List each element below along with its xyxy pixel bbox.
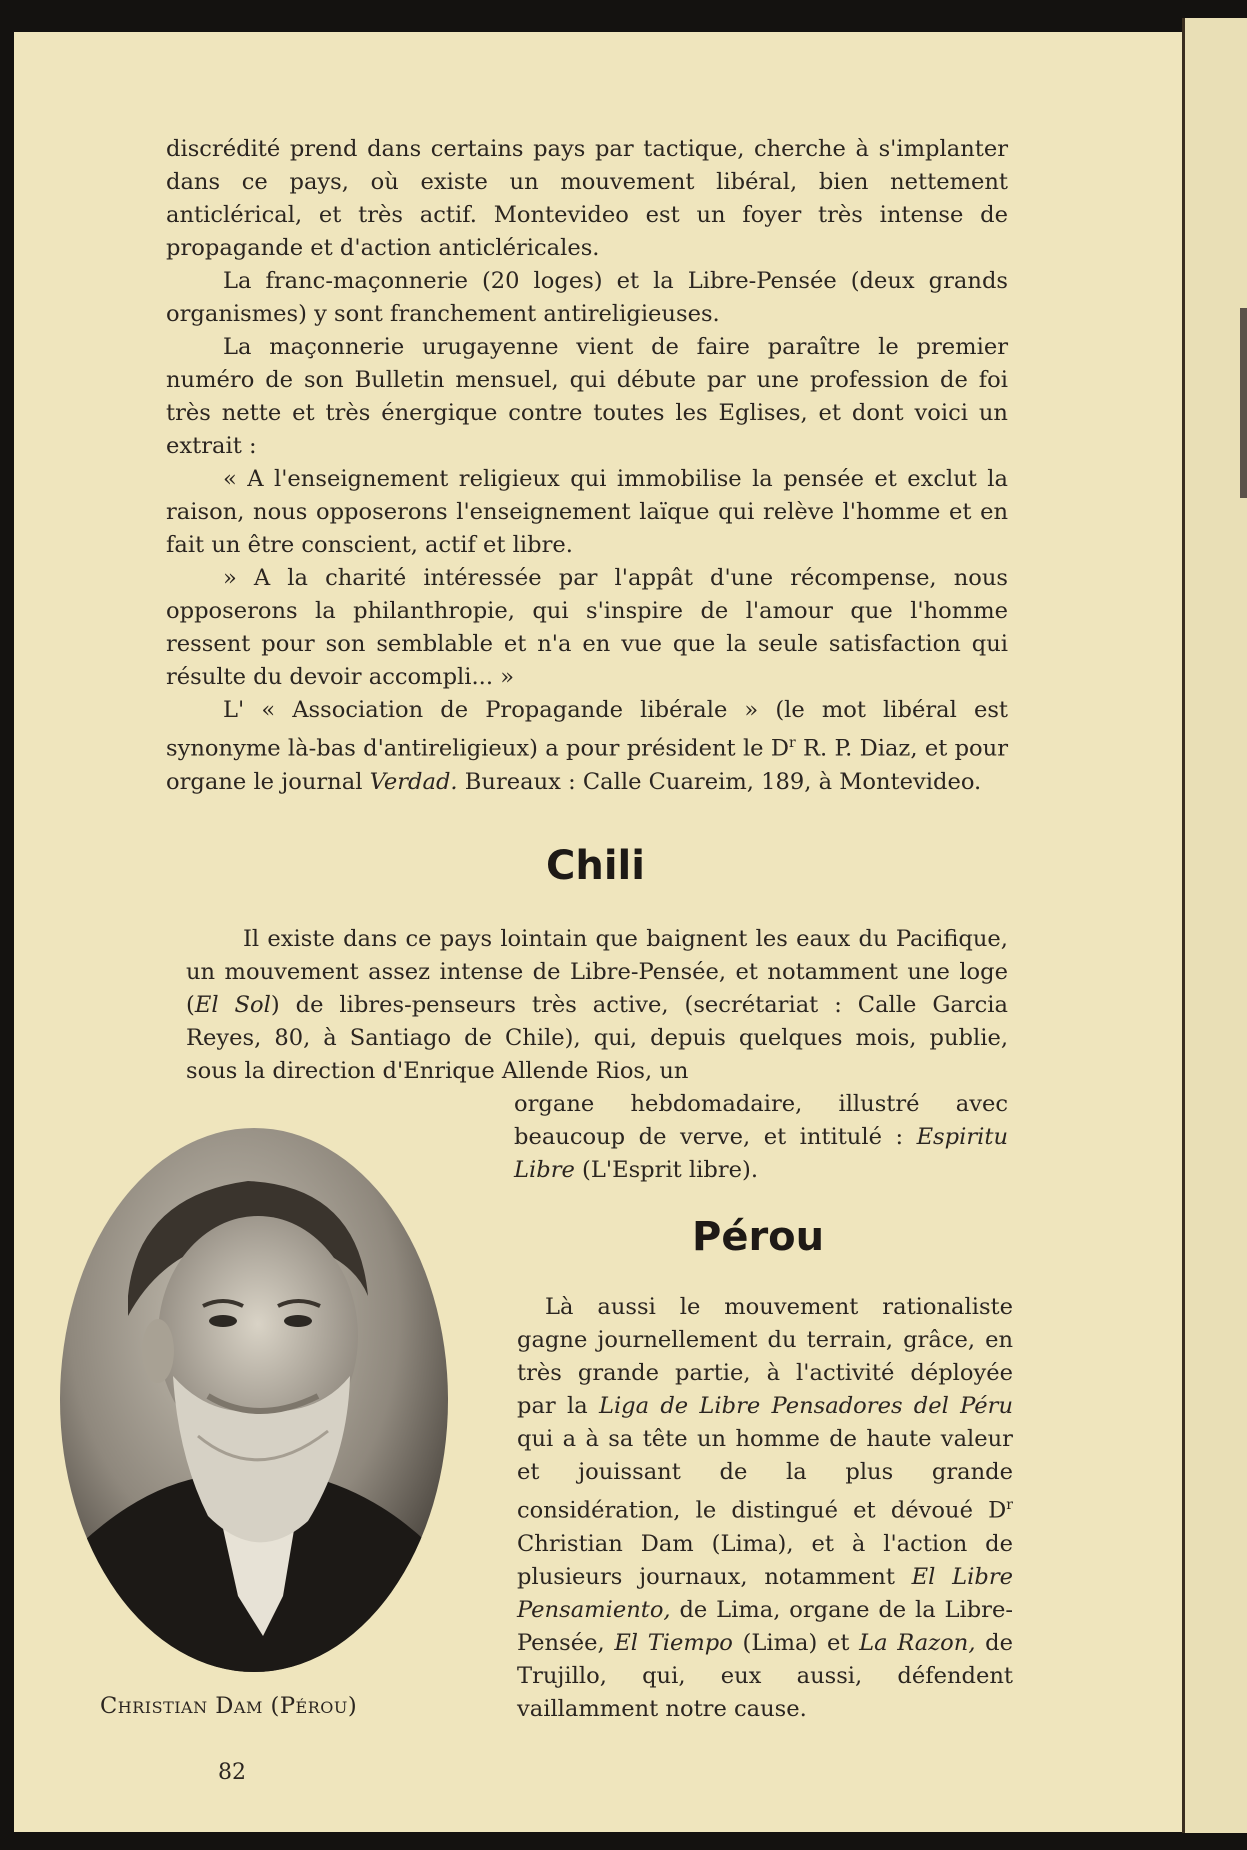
loge-name: El Sol <box>194 992 271 1018</box>
quote-paragraph: « A l'enseignement religieux qui immobilise la pensée et exclut la raison, nous opposerons l'enseignement laïque qui relève l'homme et en fait un être conscient, actif et libre. <box>166 466 1008 558</box>
heading-perou: Pérou <box>692 1214 825 1260</box>
paragraph: La franc-maçonnerie (20 loges) et la Libre-Pensée (deux grands organismes) y sont franchement antireligieuses. <box>166 268 1008 327</box>
perou-paragraph: Là aussi le mouvement rationaliste gagne journellement du terrain, grâce, en très grande partie, à l'activité déployée par la Liga de Libre Pensadores del Péru qui a à sa tête un homme de haute valeur et jouissant de la plus grande considération, le distingué et dévoué $D^r$ Christian Dam (Lima), et à l'action de plusieurs journaux, notamment El Libre Pensamiento, de Lima, organe de la Libre-Pensée, El Tiempo (Lima) et La Razon, de Trujillo, qui, eux aussi, défendent vaillamment notre cause. <box>517 1294 1014 1722</box>
journal-title: Verdad. <box>369 768 458 795</box>
chili-paragraph-cont: organe hebdomadaire, illustré avec beaucoup de verve, et intitulé : Espiritu Libre (L'Esprit libre). <box>514 1091 1008 1183</box>
adjacent-page-edge <box>1182 18 1247 1833</box>
portrait-photo <box>58 1126 450 1674</box>
paragraph: discrédité prend dans certains pays par tactique, cherche à s'implanter dans ce pays, où existe un mouvement libéral, bien nettement anticlérical, et très actif. Montevideo est un foyer très intense de propagande et d'action anticléricales. <box>166 136 1008 261</box>
uruguay-section <box>166 133 1008 799</box>
portrait-caption: Christian Dam (Pérou) <box>100 1693 358 1719</box>
heading-chili: Chili <box>546 843 645 889</box>
league-name: Liga de Libre Pensadores del Péru <box>598 1393 1014 1419</box>
association-paragraph: L' « Association de Propagande libérale » (le mot libéral est synonyme là-bas d'antireligieux) a pour président le $D^r$ R. P. Diaz, et pour organe le journal Verdad. Bureaux : Calle Cuareim, 189, à Montevideo. <box>166 697 1009 795</box>
quote-paragraph: » A la charité intéressée par l'appât d'une récompense, nous opposerons la philanthropie, qui s'inspire de l'amour que l'homme ressent pour son semblable et n'a en vue que la seule satisfaction qui résulte du devoir accompli... » <box>166 565 1008 690</box>
paragraph: La maçonnerie urugayenne vient de faire paraître le premier numéro de son Bulletin mensuel, qui débute par une profession de foi très nette et très énergique contre toutes les Eglises, et dont voici un extrait : <box>166 334 1008 459</box>
journal-title: El Libre Pensamiento, <box>517 1563 1014 1623</box>
journal-title: El Tiempo <box>614 1629 733 1656</box>
page-number: 82 <box>218 1760 246 1785</box>
journal-title: Espiritu Libre <box>514 1124 1008 1183</box>
chili-paragraph: Il existe dans ce pays lointain que baignent les eaux du Pacifique, un mouvement assez intense de Libre-Pensée, et notamment une loge (El Sol) de libres-penseurs très active, (secrétariat : Calle Garcia Reyes, 80, à Santiago de Chile), qui, depuis quelques mois, publie, sous la direction d'Enrique Allende Rios, un <box>186 926 1008 1084</box>
journal-title: La Razon, <box>859 1629 976 1656</box>
